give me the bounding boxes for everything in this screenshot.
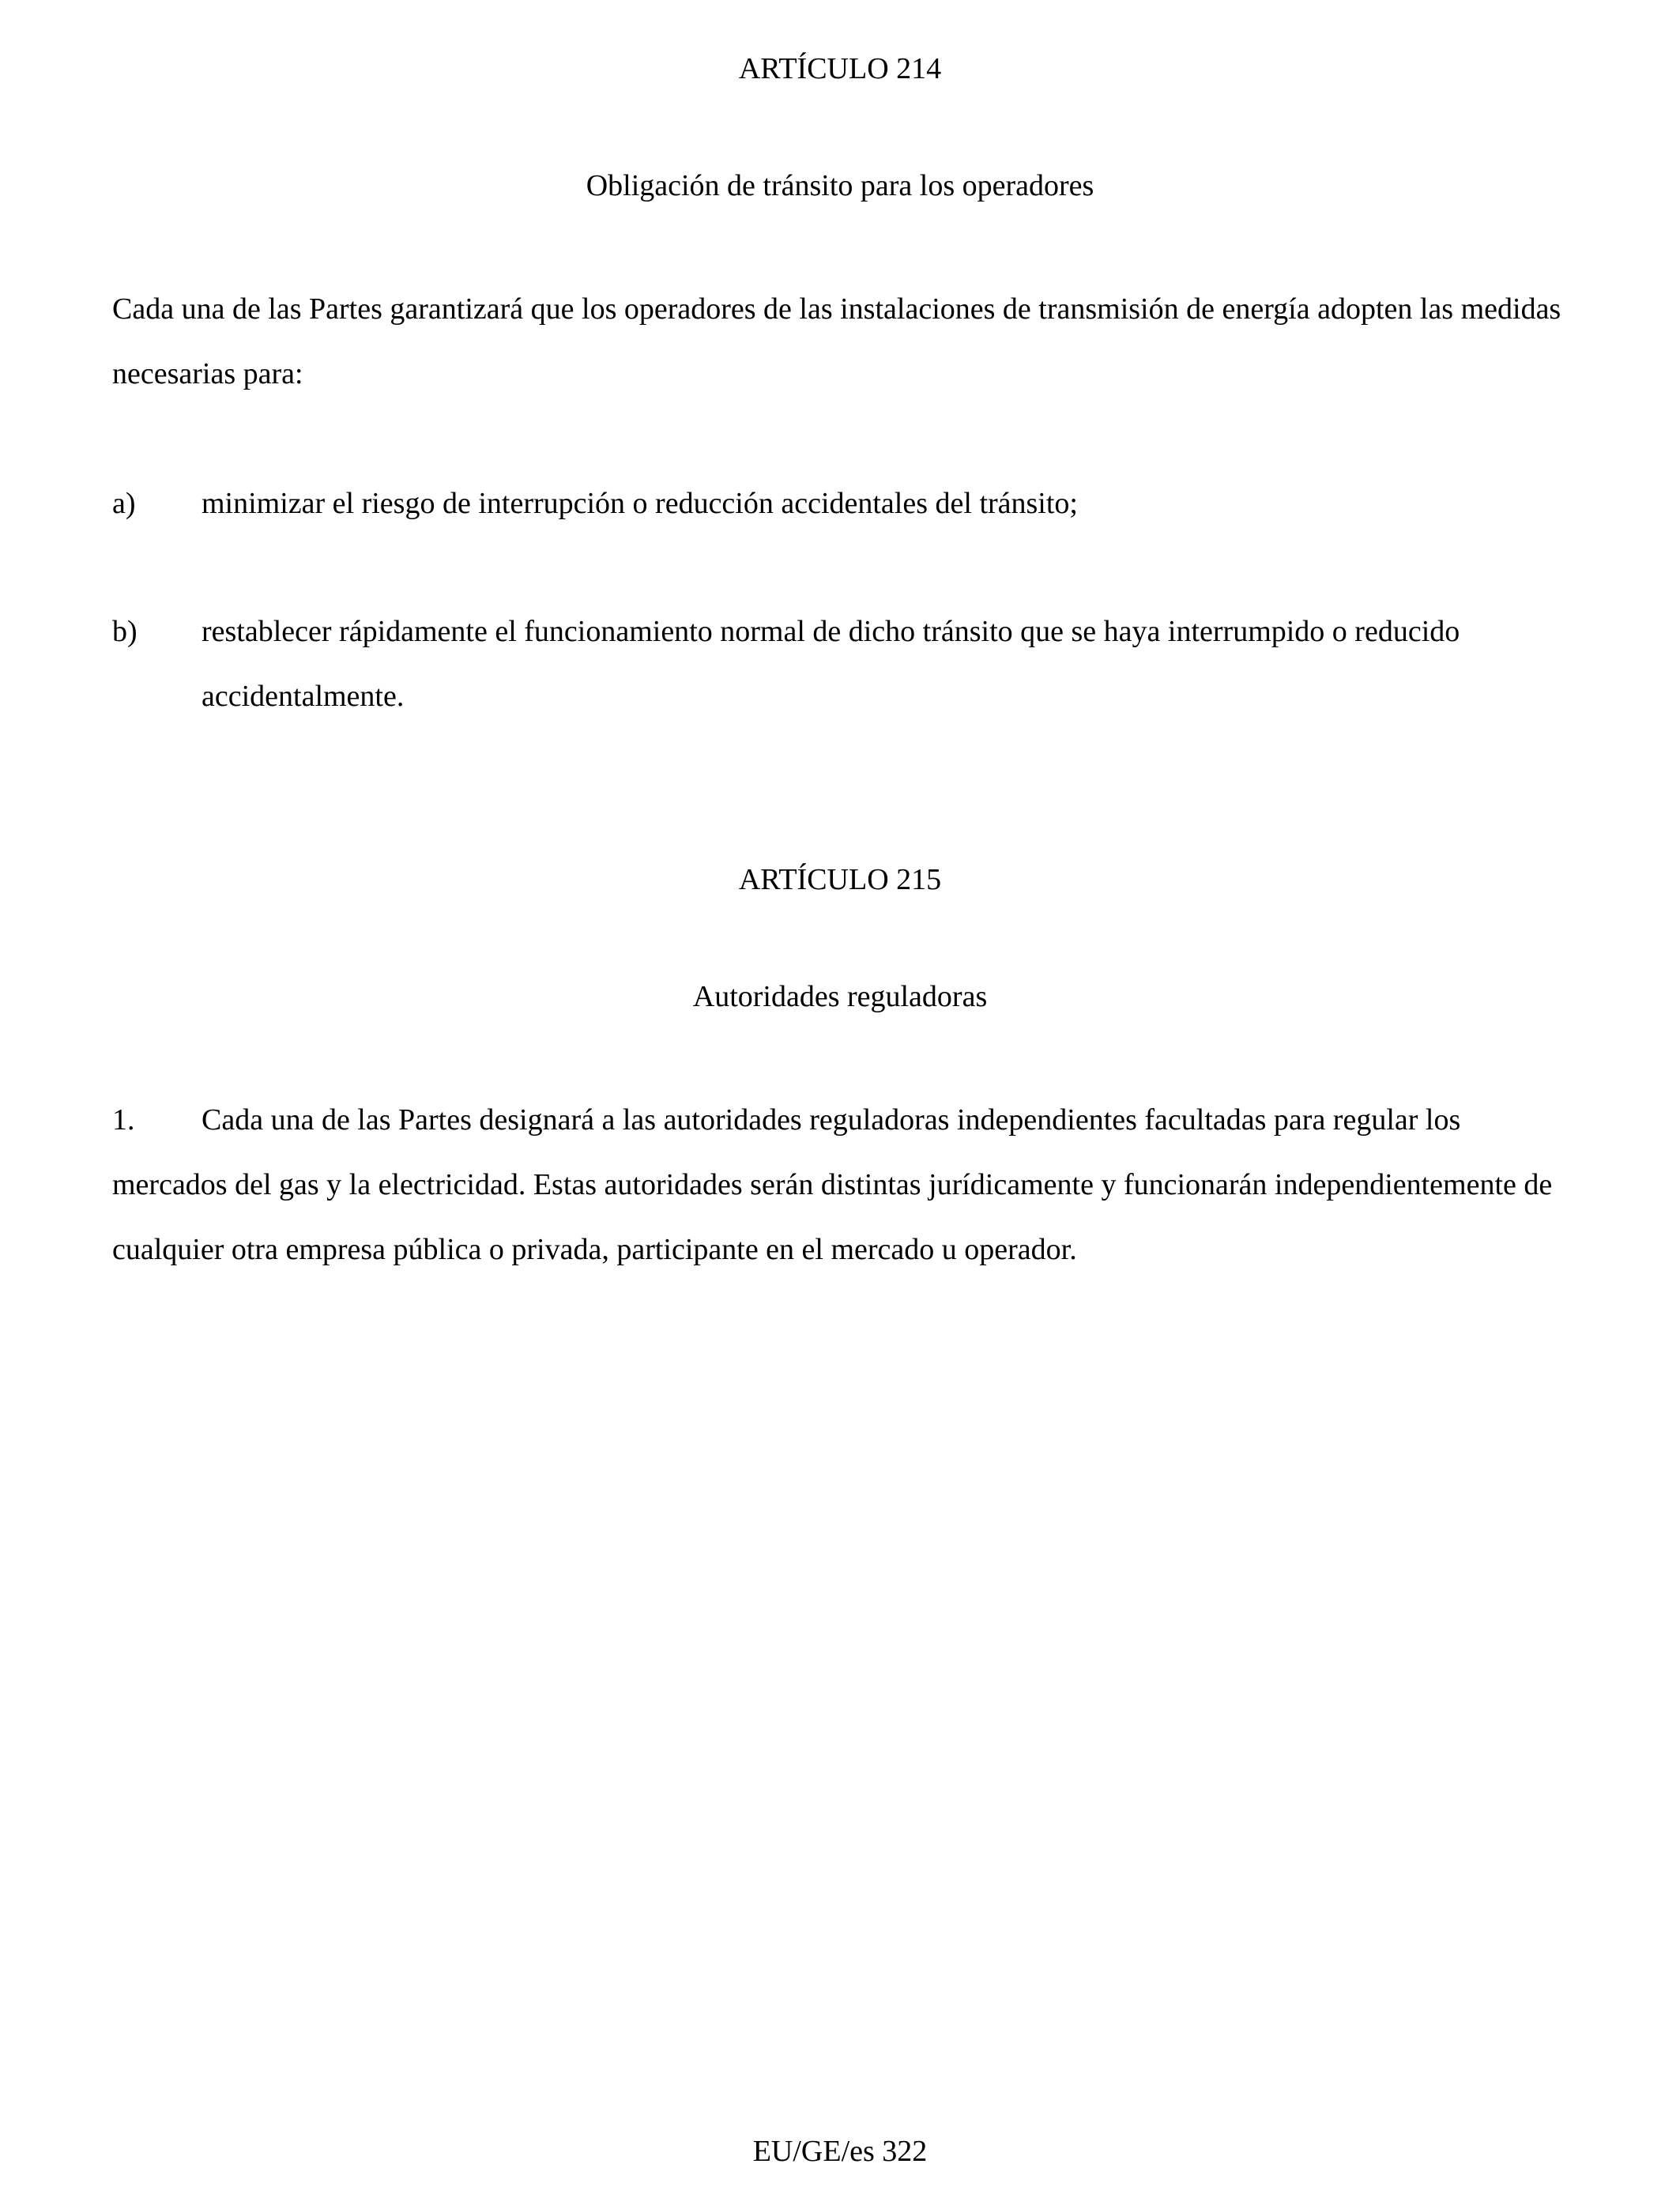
list-item-b <box>112 599 1568 729</box>
list-item-a-text: minimizar el riesgo de interrupción o reducción accidentales del tránsito; <box>202 487 1078 520</box>
list-item-b-label: b) <box>112 615 137 648</box>
article-215-heading: ARTÍCULO 215 <box>738 863 942 896</box>
paragraph-1-number: 1. <box>112 1103 135 1137</box>
article-214-intro-paragraph: Cada una de las Partes garantizará que los operadores de las instalaciones de transmisión de energía adopten las medidas necesarias para: <box>112 292 1561 390</box>
paragraph-1-text: Cada una de las Partes designará a las autoridades reguladoras independientes facultadas para regular los mercados del gas y la electricidad. Estas autoridades serán distintas jurídicamente y funcionarán independientemente de cualquier otra empresa pública o privada, participante en el mercado u operador. <box>112 1103 1553 1266</box>
list-item-a-label: a) <box>112 487 136 520</box>
list-item-b-text: restablecer rápidamente el funcionamiento normal de dicho tránsito que se haya interrumpido o reducido accidentalmente. <box>202 615 1460 713</box>
list-item-a <box>112 471 1568 536</box>
article-214-heading: ARTÍCULO 214 <box>738 52 942 85</box>
page-footer-reference: EU/GE/es 322 <box>752 2135 928 2168</box>
article-215-paragraph-1 <box>112 1088 1568 1282</box>
article-215-subheading: Autoridades reguladoras <box>692 980 988 1013</box>
article-214-subheading: Obligación de tránsito para los operadores <box>586 169 1094 202</box>
